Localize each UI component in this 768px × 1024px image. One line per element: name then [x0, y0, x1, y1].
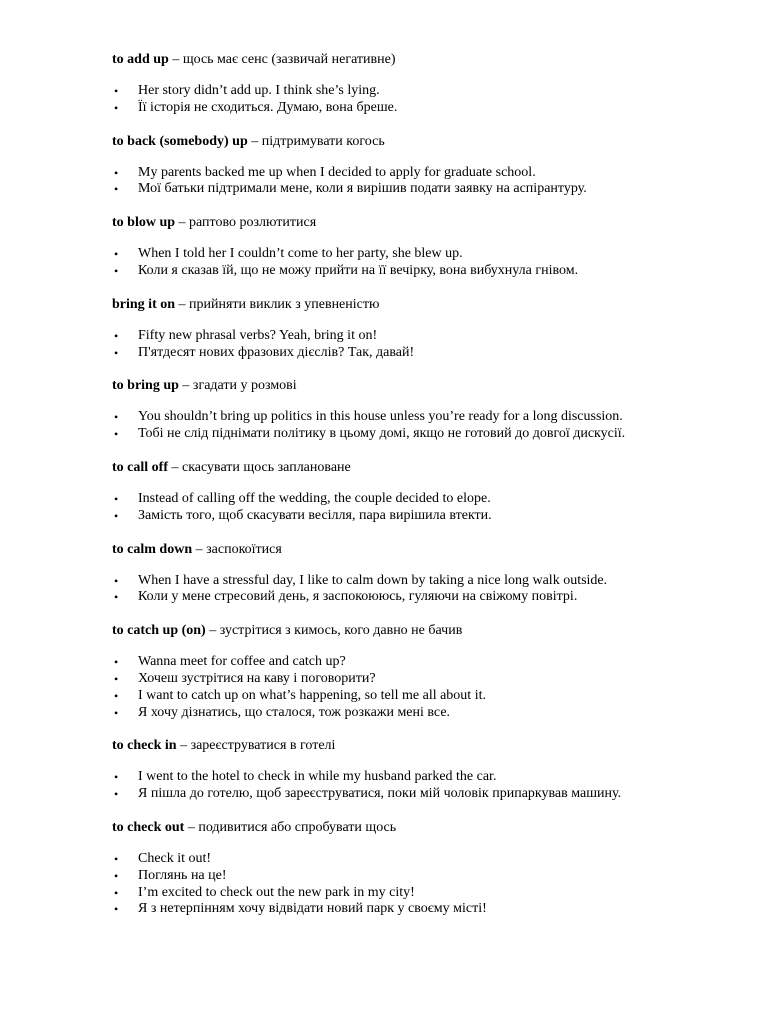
phrasal-verb-term: to catch up (on) — [112, 623, 206, 639]
list-item — [112, 83, 732, 100]
separator-dash: – — [192, 541, 207, 557]
entry-heading — [112, 819, 732, 836]
examples-list — [112, 851, 732, 918]
entry-back-up — [112, 133, 732, 199]
list-item — [112, 491, 732, 508]
definition-text: зареєструватися в готелі — [190, 738, 336, 754]
examples-list — [112, 409, 732, 443]
bullet-icon: • — [114, 410, 119, 425]
list-item — [112, 671, 732, 688]
example-text: I went to the hotel to check in while my husband parked the car. — [138, 769, 497, 785]
example-text: When I told her I couldn’t come to her party, she blew up. — [138, 246, 463, 262]
bullet-icon: • — [114, 508, 119, 523]
bullet-icon: • — [114, 902, 119, 917]
examples-list — [112, 83, 732, 117]
list-item — [112, 246, 732, 263]
example-text: Хочеш зустрітися на каву і поговорити? — [138, 670, 376, 686]
entry-heading — [112, 51, 732, 68]
phrasal-verb-term: to back (somebody) up — [112, 133, 248, 149]
entry-heading — [112, 214, 732, 231]
list-item — [112, 100, 732, 117]
example-text: Мої батьки підтримали мене, коли я вирішив подати заявку на аспірантуру. — [138, 181, 587, 197]
examples-list — [112, 491, 732, 525]
list-item — [112, 328, 732, 345]
bullet-icon: • — [114, 165, 119, 180]
definition-text: скасувати щось заплановане — [181, 459, 351, 475]
list-item — [112, 868, 732, 885]
phrasal-verb-term: bring it on — [112, 296, 176, 312]
examples-list — [112, 246, 732, 280]
separator-dash: – — [176, 738, 191, 754]
phrasal-verb-term: to check out — [112, 819, 185, 835]
example-text: Instead of calling off the wedding, the couple decided to elope. — [138, 490, 491, 506]
example-text: Замість того, щоб скасувати весілля, пара вирішила втекти. — [138, 507, 492, 523]
example-text: Я з нетерпінням хочу відвідати новий парк у своєму місті! — [138, 901, 487, 917]
bullet-icon: • — [114, 182, 119, 197]
examples-list — [112, 165, 732, 199]
list-item — [112, 165, 732, 182]
list-item — [112, 769, 732, 786]
phrasal-verb-term: to call off — [112, 459, 168, 475]
example-text: Тобі не слід піднімати політику в цьому домі, якщо не готовий до довгої дискусії. — [138, 426, 626, 442]
bullet-icon: • — [114, 868, 119, 883]
list-item — [112, 181, 732, 198]
bullet-icon: • — [114, 491, 119, 506]
examples-list — [112, 769, 732, 803]
bullet-icon: • — [114, 427, 119, 442]
definition-text: заспокоїтися — [206, 541, 282, 557]
entry-heading — [112, 296, 732, 313]
bullet-icon: • — [114, 100, 119, 115]
entry-heading — [112, 622, 732, 639]
bullet-icon: • — [114, 573, 119, 588]
list-item — [112, 688, 732, 705]
list-item — [112, 263, 732, 280]
definition-text: зустрітися з кимось, кого давно не бачив — [219, 623, 463, 639]
entry-heading — [112, 541, 732, 558]
bullet-icon: • — [114, 705, 119, 720]
separator-dash: – — [168, 52, 183, 67]
phrasal-verb-term: to bring up — [112, 378, 179, 394]
bullet-icon: • — [114, 655, 119, 670]
phrasal-verb-term: to calm down — [112, 541, 193, 557]
bullet-icon: • — [114, 345, 119, 360]
list-item — [112, 426, 732, 443]
list-item — [112, 345, 732, 362]
example-text: Her story didn’t add up. I think she’s lying. — [138, 83, 380, 98]
example-text: You shouldn’t bring up politics in this house unless you’re ready for a long discussion. — [138, 409, 623, 425]
bullet-icon: • — [114, 688, 119, 703]
phrasal-verb-term: to blow up — [112, 215, 176, 231]
phrasal-verb-term: to add up — [112, 52, 169, 67]
entry-bring-it-on — [112, 296, 732, 362]
definition-text: подивитися або спробувати щось — [198, 819, 397, 835]
entry-catch-up — [112, 622, 732, 721]
entry-call-off — [112, 459, 732, 525]
example-text: I want to catch up on what’s happening, so tell me all about it. — [138, 687, 486, 703]
list-item — [112, 654, 732, 671]
example-text: Коли у мене стресовий день, я заспокоююсь, гуляючи на свіжому повітрі. — [138, 589, 578, 605]
entry-blow-up — [112, 214, 732, 280]
bullet-icon: • — [114, 787, 119, 802]
separator-dash: – — [184, 819, 199, 835]
entry-check-out — [112, 819, 732, 918]
definition-text: підтримувати когось — [261, 133, 385, 149]
list-item — [112, 705, 732, 722]
example-text: When I have a stressful day, I like to calm down by taking a nice long walk outside. — [138, 572, 608, 588]
example-text: Wanna meet for coffee and catch up? — [138, 654, 346, 670]
example-text: Check it out! — [138, 850, 212, 866]
definition-text: раптово розлютитися — [189, 215, 317, 231]
list-item — [112, 573, 732, 590]
bullet-icon: • — [114, 671, 119, 686]
separator-dash: – — [205, 623, 220, 639]
separator-dash: – — [167, 459, 182, 475]
bullet-icon: • — [114, 770, 119, 785]
entry-heading — [112, 377, 732, 394]
list-item — [112, 508, 732, 525]
list-item — [112, 885, 732, 902]
definition-text: згадати у розмові — [192, 378, 297, 394]
separator-dash: – — [178, 378, 193, 394]
separator-dash: – — [175, 215, 190, 231]
entry-heading — [112, 133, 732, 150]
entry-add-up — [112, 51, 732, 117]
list-item — [112, 589, 732, 606]
example-text: Я пішла до готелю, щоб зареєструватися, поки мій чоловік припаркував машину. — [138, 786, 622, 802]
bullet-icon: • — [114, 885, 119, 900]
bullet-icon: • — [114, 84, 119, 98]
example-text: Fifty new phrasal verbs? Yeah, bring it on! — [138, 327, 378, 343]
entry-heading — [112, 459, 732, 476]
list-item — [112, 409, 732, 426]
example-text: My parents backed me up when I decided to apply for graduate school. — [138, 164, 536, 180]
entry-check-in — [112, 737, 732, 803]
bullet-icon: • — [114, 851, 119, 866]
examples-list — [112, 573, 732, 607]
bullet-icon: • — [114, 247, 119, 262]
entry-calm-down — [112, 541, 732, 607]
entry-bring-up — [112, 377, 732, 443]
examples-list — [112, 328, 732, 362]
example-text: Її історія не сходиться. Думаю, вона бреше. — [138, 99, 398, 115]
example-text: Коли я сказав їй, що не можу прийти на її вечірку, вона вибухнула гнівом. — [138, 262, 579, 278]
bullet-icon: • — [114, 263, 119, 278]
list-item — [112, 901, 732, 918]
phrasal-verb-term: to check in — [112, 738, 177, 754]
document-page — [112, 51, 732, 934]
definition-text: щось має сенс (зазвичай негативне) — [182, 52, 396, 67]
bullet-icon: • — [114, 590, 119, 605]
example-text: П'ятдесят нових фразових дієслів? Так, давай! — [138, 344, 415, 360]
separator-dash: – — [247, 133, 262, 149]
example-text: Поглянь на це! — [138, 867, 227, 883]
example-text: I’m excited to check out the new park in my city! — [138, 884, 415, 900]
definition-text: прийняти виклик з упевненістю — [189, 296, 380, 312]
list-item — [112, 786, 732, 803]
bullet-icon: • — [114, 328, 119, 343]
examples-list — [112, 654, 732, 721]
list-item — [112, 851, 732, 868]
separator-dash: – — [175, 296, 190, 312]
entry-heading — [112, 737, 732, 754]
example-text: Я хочу дізнатись, що сталося, тож розкажи мені все. — [138, 704, 451, 720]
